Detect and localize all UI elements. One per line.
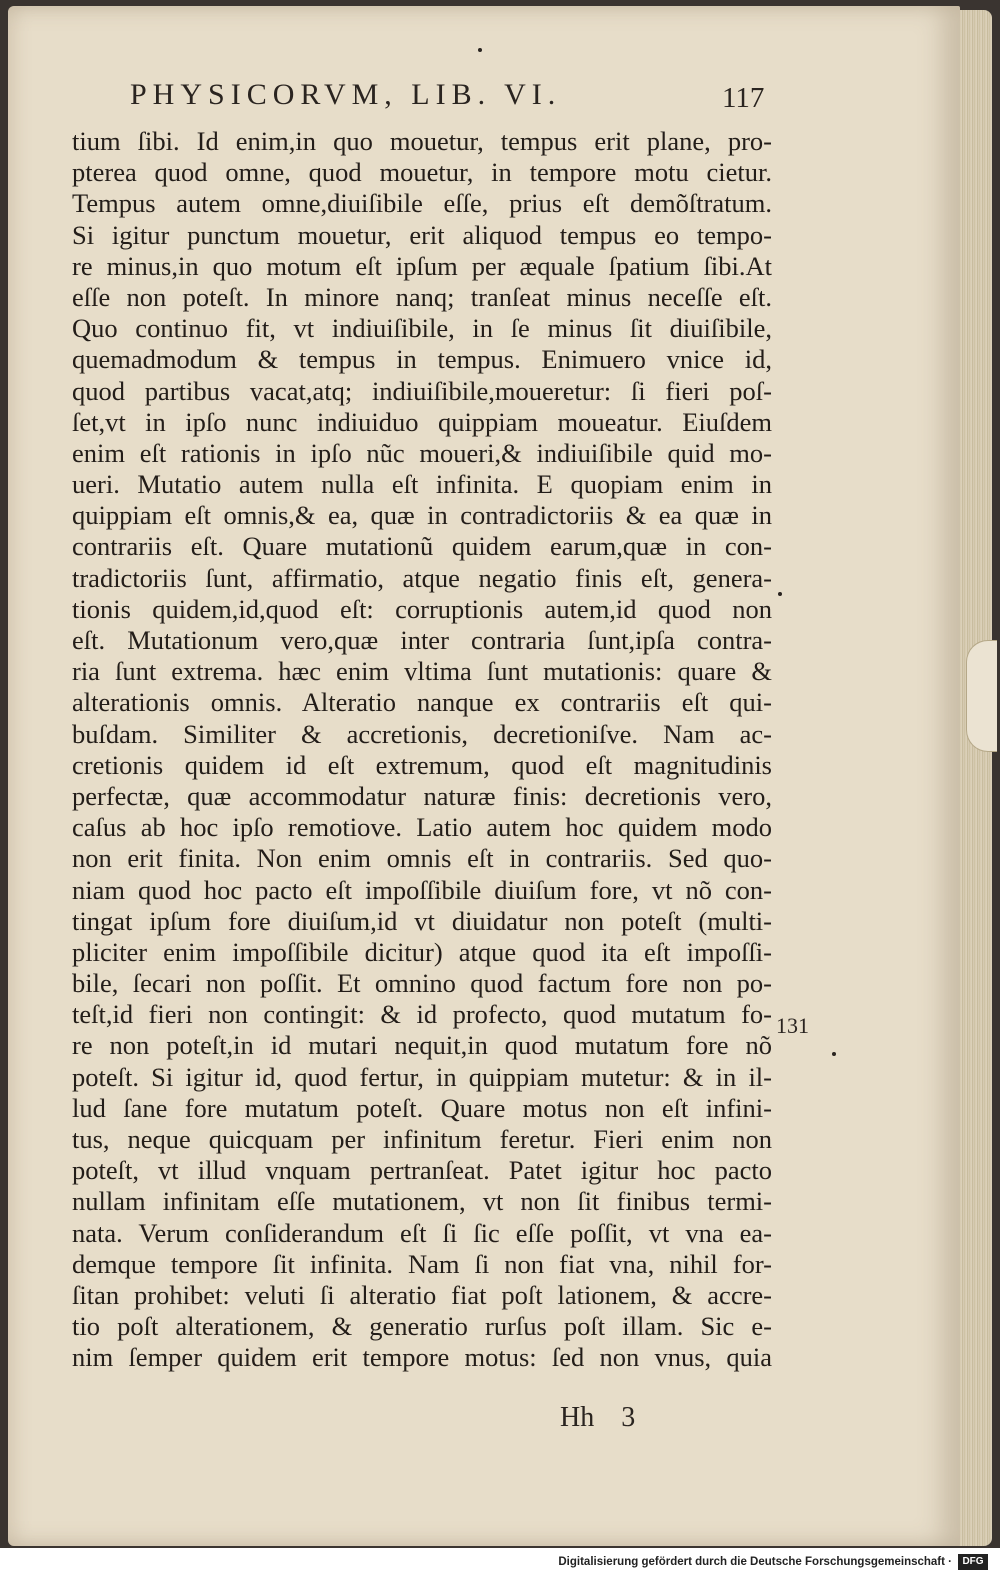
text-line: Quo continuo fit, vt indiuiſibile, in ſe minus ſit diuiſibile,: [72, 313, 772, 344]
text-line: ſitan prohibet: veluti ſi alteratio fiat poſt lationem, & accre-: [72, 1279, 772, 1310]
footer-credit: Digitalisierung gefördert durch die Deutsche Forschungsgemeinschaft ·: [558, 1556, 952, 1568]
text-line: tium ſibi. Id enim,in quo mouetur, tempus erit plane, pro-: [72, 126, 772, 156]
text-line: lud ſane fore mutatum poteſt. Quare motus non eſt infini-: [72, 1092, 772, 1123]
text-line: enim eſt rationis in ipſo nũc moueri,& indiuiſibile quid mo-: [72, 437, 772, 468]
text-line: alterationis omnis. Alteratio nanque ex contrariis eſt qui-: [72, 687, 772, 718]
margin-note: 131: [776, 1013, 809, 1038]
text-line: pterea quod omne, quod mouetur, in tempore motu cietur.: [72, 157, 772, 188]
text-line: Tempus autem omne,diuiſibile eſſe, prius eſt demõſtratum.: [72, 188, 772, 219]
text-line: perfectæ, quæ accommodatur naturæ finis: decretionis vero,: [72, 780, 772, 811]
text-line: nim ſemper quidem erit tempore motus: ſed non vnus, quia: [72, 1342, 772, 1373]
text-line: re non poteſt,in id mutari nequit,in quod mutatum fore nõ: [72, 1030, 772, 1061]
text-line: cretionis quidem id eſt extremum, quod eſt magnitudinis: [72, 749, 772, 780]
text-line: nata. Verum conſiderandum eſt ſi ſic eſſe poſſit, vt vna ea-: [72, 1217, 772, 1248]
digitization-footer: [0, 1548, 1000, 1581]
text-line: contrariis eſt. Quare mutationũ quidem earum,quæ in con-: [72, 531, 772, 562]
text-line: quippiam eſt omnis,& ea, quæ in contradictoriis & ea quæ in: [72, 500, 772, 531]
dfg-logo: DFG: [958, 1554, 988, 1570]
running-title: PHYSICORVM, LIB. VI.: [130, 78, 562, 111]
text-line: tionis quidem,id,quod eſt: corruptionis autem,id quod non: [72, 593, 772, 624]
text-line: ſet,vt in ipſo nunc indiuiduo quippiam moueatur. Eiuſdem: [72, 406, 772, 437]
text-line: caſus ab hoc ipſo remotiove. Latio autem hoc quidem modo: [72, 812, 772, 843]
text-line: poteſt. Si igitur id, quod fertur, in quippiam mutetur: & in il-: [72, 1061, 772, 1092]
text-line: eſt. Mutationum vero,quæ inter contraria ſunt,ipſa contra-: [72, 625, 772, 655]
text-line: buſdam. Similiter & accretionis, decretioniſve. Nam ac-: [72, 718, 772, 749]
text-line: ueri. Mutatio autem nulla eſt infinita. E quopiam enim in: [72, 469, 772, 500]
text-line: bile, ſecari non poſſit. Et omnino quod factum fore non po-: [72, 968, 772, 999]
text-line: nullam infinitam eſſe mutationem, vt non ſit finibus termi-: [72, 1186, 772, 1217]
text-line: tus, neque quicquam per infinitum feretur. Fieri enim non: [72, 1124, 772, 1154]
text-line: ria ſunt extrema. hæc enim vltima ſunt mutationis: quare &: [72, 656, 772, 687]
book-page-edges: [958, 10, 992, 1546]
text-line: quemadmodum & tempus in tempus. Enimuero vnice id,: [72, 344, 772, 375]
text-line: quod partibus vacat,atq; indiuiſibile,moueretur: ſi fieri poſ-: [72, 375, 772, 406]
text-line: teſt,id fieri non contingit: & id profecto, quod mutatum fo-: [72, 999, 772, 1030]
margin-dot: [778, 592, 782, 596]
text-line: Si igitur punctum mouetur, erit aliquod tempus eo tempo-: [72, 219, 772, 250]
text-line: tingat ipſum fore diuiſum,id vt diuidatur non poteſt (multi-: [72, 905, 772, 936]
text-line: re minus,in quo motum eſt ipſum per æquale ſpatium ſibi.At: [72, 250, 772, 281]
text-line: non erit finita. Non enim omnis eſt in contrariis. Sed quo-: [72, 843, 772, 874]
text-line: tio poſt alterationem, & generatio rurſus poſt illam. Sic e-: [72, 1311, 772, 1342]
text-line: pliciter enim impoſſibile dicitur) atque quod ita eſt impoſſi-: [72, 936, 772, 967]
text-line: tradictoriis ſunt, affirmatio, atque negatio finis eſt, genera-: [72, 562, 772, 593]
text-line: demque tempore ſit infinita. Nam ſi non fiat vna, nihil for-: [72, 1248, 772, 1279]
page-number: 117: [722, 82, 765, 114]
ink-mark: [478, 48, 482, 52]
signature-mark: Hh 3: [560, 1402, 636, 1433]
text-line: poteſt, vt illud vnquam pertranſeat. Patet igitur hoc pacto: [72, 1155, 772, 1186]
body-text: [72, 126, 772, 1374]
text-line: niam quod hoc pacto eſt impoſſibile diuiſum fore, vt nõ con-: [72, 874, 772, 905]
page-clasp: [966, 640, 997, 752]
margin-dot: [832, 1052, 836, 1056]
text-line: eſſe non poteſt. In minore nanq; tranſeat minus neceſſe eſt.: [72, 281, 772, 312]
